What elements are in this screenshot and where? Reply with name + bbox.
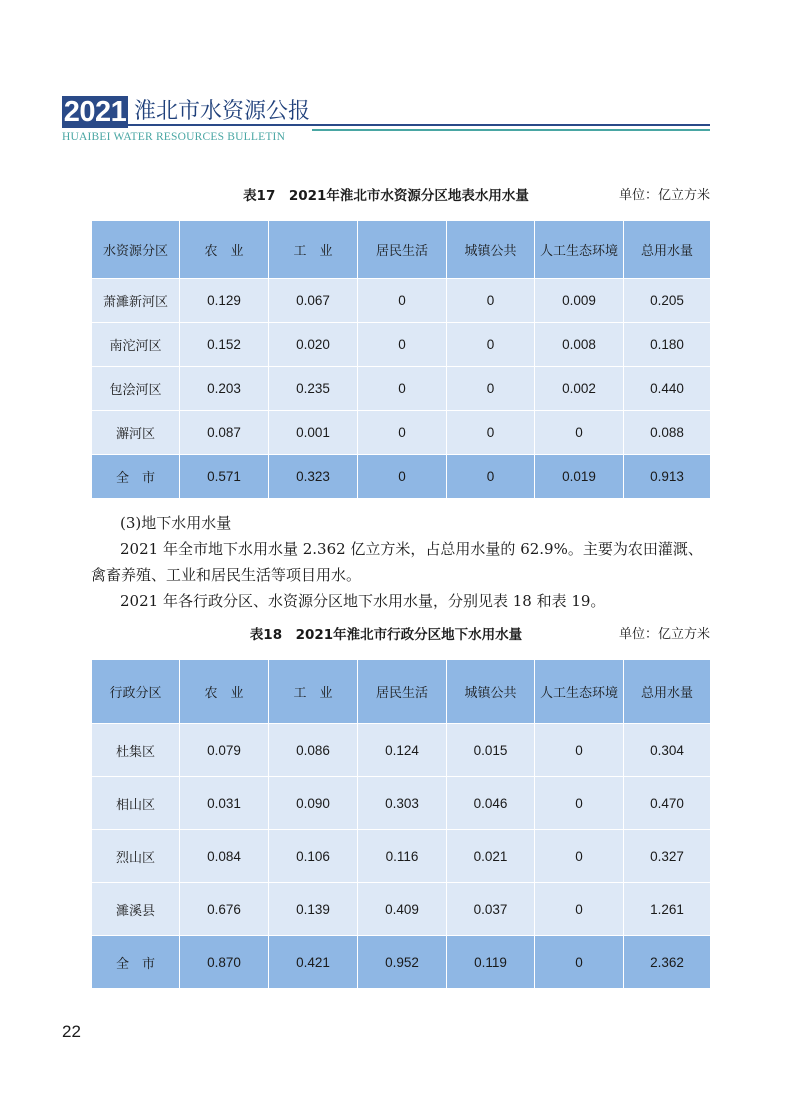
column-header: 总用水量 (624, 660, 711, 724)
table-total-row (92, 936, 711, 989)
table-cell: 0 (447, 323, 535, 367)
table18-unit: 单位：亿立方米 (618, 627, 710, 642)
table-cell: 0.015 (447, 724, 535, 777)
table17 (91, 220, 711, 499)
table-cell: 0.087 (180, 411, 269, 455)
header-rule-blue (128, 124, 710, 126)
table-cell: 0 (358, 279, 447, 323)
table-cell: 0.046 (447, 777, 535, 830)
table-cell: 0 (535, 777, 624, 830)
column-header: 工 业 (269, 660, 358, 724)
table-cell: 0 (447, 455, 535, 499)
table18 (91, 659, 711, 989)
paragraph-2: 2021 年各行政分区、水资源分区地下水用水量，分别见表 18 和表 19。 (120, 592, 606, 610)
table-row (92, 724, 711, 777)
table-cell: 0.019 (535, 455, 624, 499)
table-cell: 0 (447, 411, 535, 455)
table-cell: 0.952 (358, 936, 447, 989)
table-cell: 0 (447, 279, 535, 323)
table-cell: 1.261 (624, 883, 711, 936)
column-header: 农 业 (180, 660, 269, 724)
table-row (92, 411, 711, 455)
table-cell: 0.421 (269, 936, 358, 989)
table-cell: 0.470 (624, 777, 711, 830)
table-cell: 0.676 (180, 883, 269, 936)
table-cell: 0.106 (269, 830, 358, 883)
table-cell: 0.031 (180, 777, 269, 830)
table-cell: 0.205 (624, 279, 711, 323)
table-cell: 0.119 (447, 936, 535, 989)
table-cell: 0 (447, 367, 535, 411)
column-header: 城镇公共 (447, 221, 535, 279)
table-cell: 0.088 (624, 411, 711, 455)
table-row (92, 777, 711, 830)
table-cell: 0.067 (269, 279, 358, 323)
table-cell: 0.090 (269, 777, 358, 830)
table-cell: 0.180 (624, 323, 711, 367)
table-header-row (92, 660, 711, 724)
table-cell: 0 (535, 883, 624, 936)
table-cell: 0.037 (447, 883, 535, 936)
paragraph-1: 2021 年全市地下水用水量 2.362 亿立方米，占总用水量的 62.9%。主要为农田灌溉、禽畜养殖、工业和居民生活等项目用水。 (91, 540, 703, 584)
row-label: 澥河区 (92, 411, 180, 455)
table-cell: 0.440 (624, 367, 711, 411)
table-cell: 0 (535, 411, 624, 455)
table17-caption-bar (62, 186, 710, 206)
table-cell: 0.571 (180, 455, 269, 499)
table-cell: 0.409 (358, 883, 447, 936)
column-header: 居民生活 (358, 221, 447, 279)
section-heading: (3)地下水用水量 (120, 514, 232, 532)
table-total-row (92, 455, 711, 499)
row-label: 杜集区 (92, 724, 180, 777)
table-row (92, 830, 711, 883)
table18-caption-bar (62, 625, 710, 645)
row-label: 全 市 (92, 455, 180, 499)
table-cell: 0.323 (269, 455, 358, 499)
column-header: 工 业 (269, 221, 358, 279)
bulletin-title: 淮北市水资源公报 (134, 99, 311, 124)
table-cell: 0.203 (180, 367, 269, 411)
row-label: 相山区 (92, 777, 180, 830)
table-cell: 0.913 (624, 455, 711, 499)
table-cell: 0.152 (180, 323, 269, 367)
table-row (92, 323, 711, 367)
table-row (92, 367, 711, 411)
table-cell: 0 (535, 724, 624, 777)
table-cell: 0.020 (269, 323, 358, 367)
column-header: 水资源分区 (92, 221, 180, 279)
table-cell: 0.124 (358, 724, 447, 777)
table-cell: 0.079 (180, 724, 269, 777)
column-header: 人工生态环境 (535, 660, 624, 724)
page-number: 22 (62, 1022, 81, 1041)
row-label: 濉溪县 (92, 883, 180, 936)
table-cell: 0.009 (535, 279, 624, 323)
table-cell: 0.002 (535, 367, 624, 411)
table-cell: 0 (358, 455, 447, 499)
column-header: 城镇公共 (447, 660, 535, 724)
row-label: 萧濉新河区 (92, 279, 180, 323)
column-header: 农 业 (180, 221, 269, 279)
header-rule-teal (312, 129, 710, 131)
table-cell: 0.008 (535, 323, 624, 367)
bulletin-year: 2021 (63, 96, 127, 128)
row-label: 包浍河区 (92, 367, 180, 411)
table-cell: 2.362 (624, 936, 711, 989)
table-cell: 0.116 (358, 830, 447, 883)
row-label: 烈山区 (92, 830, 180, 883)
table17-unit: 单位：亿立方米 (618, 188, 710, 203)
column-header: 行政分区 (92, 660, 180, 724)
table-cell: 0.139 (269, 883, 358, 936)
table-row (92, 883, 711, 936)
table-row (92, 279, 711, 323)
table-cell: 0.084 (180, 830, 269, 883)
table-cell: 0 (358, 367, 447, 411)
table18-caption: 表18 2021年淮北市行政分区地下水用水量 (249, 627, 523, 643)
row-label: 全 市 (92, 936, 180, 989)
bulletin-subtitle: HUAIBEI WATER RESOURCES BULLETIN (62, 131, 286, 143)
table-cell: 0.021 (447, 830, 535, 883)
table-cell: 0 (535, 830, 624, 883)
table-cell: 0.327 (624, 830, 711, 883)
table-cell: 0.235 (269, 367, 358, 411)
row-label: 南沱河区 (92, 323, 180, 367)
table-cell: 0 (358, 411, 447, 455)
table-cell: 0 (535, 936, 624, 989)
table-cell: 0.086 (269, 724, 358, 777)
table-cell: 0.304 (624, 724, 711, 777)
table17-caption: 表17 2021年淮北市水资源分区地表水用水量 (243, 188, 529, 204)
column-header: 居民生活 (358, 660, 447, 724)
table-header-row (92, 221, 711, 279)
table-cell: 0 (358, 323, 447, 367)
table-cell: 0.001 (269, 411, 358, 455)
column-header: 总用水量 (624, 221, 711, 279)
column-header: 人工生态环境 (535, 221, 624, 279)
table-cell: 0.303 (358, 777, 447, 830)
table-cell: 0.129 (180, 279, 269, 323)
table-cell: 0.870 (180, 936, 269, 989)
